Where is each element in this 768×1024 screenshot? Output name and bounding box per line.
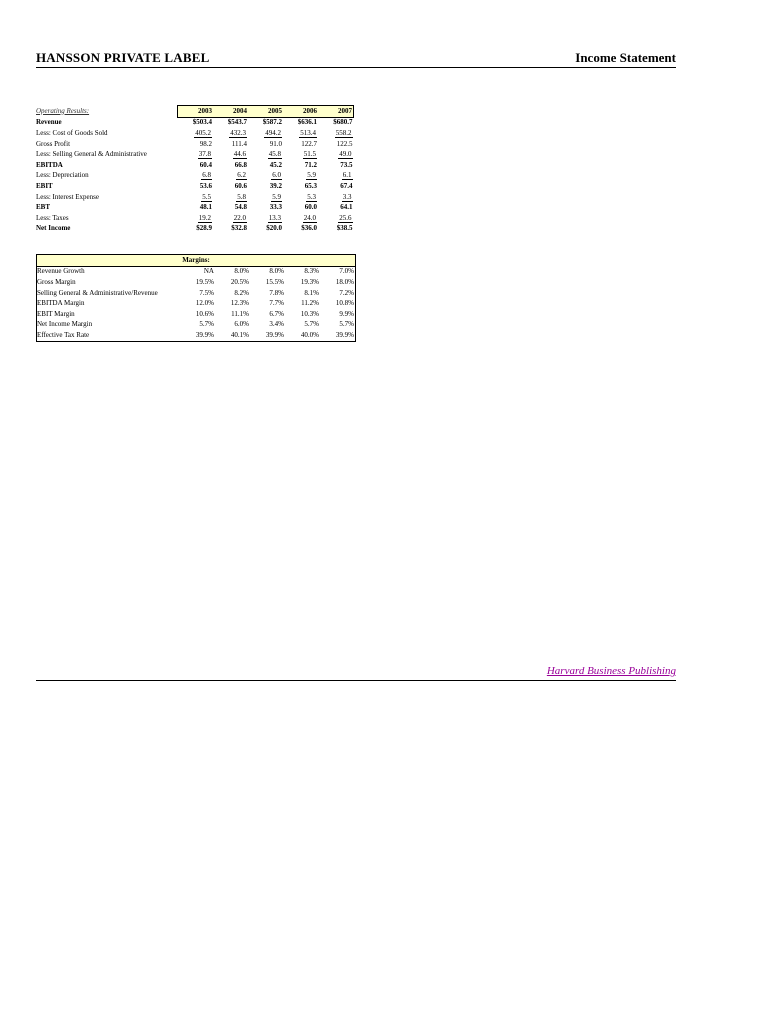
table-row xyxy=(36,171,354,182)
cell-value: 5.3 xyxy=(307,192,316,201)
row-label: EBT xyxy=(36,203,51,212)
cell-value: 111.4 xyxy=(231,139,247,148)
table-row xyxy=(36,213,354,224)
cell-value: 18.0% xyxy=(335,277,354,286)
row-label: Less: Interest Expense xyxy=(36,192,99,201)
row-label: EBITDA Margin xyxy=(37,299,85,308)
cell-value: 432.3 xyxy=(230,128,246,137)
cell-value: 24.0 xyxy=(303,213,316,222)
cell-value: 67.4 xyxy=(340,181,353,190)
cell-value: 11.2% xyxy=(301,299,319,308)
cell-value: 45.8 xyxy=(268,150,281,159)
row-label: Revenue xyxy=(36,118,62,127)
cell-value: 122.5 xyxy=(336,139,353,148)
cell-value: 51.5 xyxy=(303,150,316,159)
cell-value: $503.4 xyxy=(192,118,212,127)
cell-value: 494.2 xyxy=(265,128,281,137)
cell-value: 7.0% xyxy=(339,267,354,276)
cell-value: 10.8% xyxy=(335,299,354,308)
cell-value: 558.2 xyxy=(335,128,352,137)
cell-value: 91.0 xyxy=(269,139,282,148)
cell-value: $38.5 xyxy=(336,224,353,233)
cell-value: 39.9% xyxy=(335,330,354,339)
report-title: Income Statement xyxy=(575,50,676,65)
cell-value: 3.4% xyxy=(269,320,284,329)
publisher-link[interactable]: Harvard Business Publishing xyxy=(546,665,676,677)
row-label: EBITDA xyxy=(36,160,63,169)
cell-value: 5.9 xyxy=(272,192,281,201)
table-row xyxy=(36,181,354,192)
table-row xyxy=(37,309,356,320)
cell-value: 10.6% xyxy=(195,309,214,318)
cell-value: 122.7 xyxy=(301,139,317,148)
cell-value: 8.2% xyxy=(234,288,249,297)
cell-value: 6.2 xyxy=(237,171,246,180)
cell-value: 25.6 xyxy=(339,213,352,222)
cell-value: 6.0% xyxy=(234,320,249,329)
row-label: Gross Profit xyxy=(36,139,71,148)
cell-value: 6.7% xyxy=(269,309,284,318)
row-label: Less: Selling General & Administrative xyxy=(36,150,147,159)
cell-value: 513.4 xyxy=(300,128,316,137)
row-label: Less: Cost of Goods Sold xyxy=(36,128,108,137)
table-row xyxy=(37,266,356,277)
cell-value: 7.7% xyxy=(269,299,284,308)
table-row xyxy=(36,160,354,171)
company-name: HANSSON PRIVATE LABEL xyxy=(36,50,210,65)
cell-value: 40.1% xyxy=(230,330,249,339)
row-label: Effective Tax Rate xyxy=(37,330,90,339)
cell-value: 5.7% xyxy=(199,320,214,329)
cell-value: 13.3 xyxy=(268,213,281,222)
cell-value: 12.0% xyxy=(195,299,214,308)
cell-value: 48.1 xyxy=(199,203,212,212)
operating-results-label: Operating Results: xyxy=(36,106,90,115)
cell-value: 65.3 xyxy=(304,181,317,190)
cell-value: $28.9 xyxy=(196,224,212,233)
cell-value: $587.2 xyxy=(262,118,282,127)
cell-value: 7.8% xyxy=(269,288,284,297)
cell-value: 20.5% xyxy=(230,277,249,286)
cell-value: 60.0 xyxy=(304,203,317,212)
cell-value: 5.5 xyxy=(202,192,211,201)
row-label: Less: Depreciation xyxy=(36,171,89,180)
cell-value: $32.8 xyxy=(231,224,247,233)
cell-value: 44.6 xyxy=(233,150,246,159)
margins-title: Margins: xyxy=(37,255,356,267)
table-row xyxy=(36,149,354,160)
cell-value: $680.7 xyxy=(333,118,353,127)
cell-value: 8.0% xyxy=(269,267,284,276)
row-label: Gross Margin xyxy=(37,277,76,286)
page-header xyxy=(36,50,676,68)
table-row xyxy=(37,330,356,341)
year-header: 2007 xyxy=(318,106,354,118)
cell-value: 66.8 xyxy=(234,160,247,169)
row-label: EBIT Margin xyxy=(37,309,75,318)
cell-value: 49.0 xyxy=(339,150,352,159)
cell-value: 10.3% xyxy=(300,309,319,318)
table-row xyxy=(36,202,354,213)
cell-value: 5.9 xyxy=(307,171,316,180)
row-label: Net Income xyxy=(36,224,71,233)
cell-value: 53.6 xyxy=(199,181,212,190)
cell-value: 22.0 xyxy=(233,213,246,222)
table-row xyxy=(36,139,354,150)
cell-value: $20.0 xyxy=(266,224,282,233)
row-label: Revenue Growth xyxy=(37,267,85,276)
cell-value: 37.8 xyxy=(198,150,211,159)
operating-results-table xyxy=(36,105,354,234)
cell-value: $636.1 xyxy=(297,118,317,127)
cell-value: 19.3% xyxy=(300,277,319,286)
row-label: EBIT xyxy=(36,181,53,190)
cell-value: 6.0 xyxy=(272,171,281,180)
cell-value: 39.9% xyxy=(195,330,214,339)
cell-value: 33.3 xyxy=(269,203,282,212)
cell-value: 7.5% xyxy=(199,288,214,297)
page-footer xyxy=(36,664,676,681)
cell-value: 39.9% xyxy=(265,330,284,339)
margins-title-row xyxy=(37,255,356,267)
cell-value: 40.0% xyxy=(300,330,319,339)
year-header: 2004 xyxy=(213,106,248,118)
cell-value: 73.5 xyxy=(340,160,353,169)
year-header: 2005 xyxy=(248,106,283,118)
cell-value: 5.7% xyxy=(339,320,354,329)
table-row xyxy=(36,128,354,139)
cell-value: 60.4 xyxy=(199,160,212,169)
table-row xyxy=(36,192,354,203)
table-row xyxy=(36,224,354,235)
cell-value: 98.2 xyxy=(199,139,212,148)
margins-table xyxy=(36,254,356,342)
year-header-row xyxy=(36,106,354,118)
table-row xyxy=(37,288,356,299)
cell-value: 6.1 xyxy=(342,171,352,180)
row-label: Less: Taxes xyxy=(36,213,69,222)
row-label: Net Income Margin xyxy=(37,320,93,329)
cell-value: 19.5% xyxy=(195,277,214,286)
cell-value: 9.9% xyxy=(339,309,354,318)
cell-value: 15.5% xyxy=(265,277,284,286)
cell-value: 39.2 xyxy=(269,181,282,190)
cell-value: 405.2 xyxy=(195,128,211,137)
year-header: 2006 xyxy=(283,106,318,118)
table-row xyxy=(37,277,356,288)
table-row xyxy=(36,117,354,128)
cell-value: NA xyxy=(203,267,214,276)
cell-value: 7.2% xyxy=(339,288,354,297)
year-header: 2003 xyxy=(178,106,214,118)
cell-value: 60.6 xyxy=(234,181,247,190)
cell-value: 3.3 xyxy=(342,192,352,201)
cell-value: 19.2 xyxy=(198,213,211,222)
cell-value: 64.1 xyxy=(340,203,353,212)
row-label: Selling General & Administrative/Revenue xyxy=(37,288,158,297)
cell-value: 8.0% xyxy=(234,267,249,276)
cell-value: 12.3% xyxy=(230,299,249,308)
cell-value: 45.2 xyxy=(269,160,282,169)
table-row xyxy=(37,298,356,309)
cell-value: 5.7% xyxy=(304,320,319,329)
cell-value: 11.1% xyxy=(231,309,249,318)
cell-value: 71.2 xyxy=(304,160,317,169)
cell-value: 8.3% xyxy=(304,267,319,276)
cell-value: 5.8 xyxy=(237,192,246,201)
cell-value: 54.8 xyxy=(234,203,247,212)
cell-value: $543.7 xyxy=(227,118,247,127)
cell-value: $36.0 xyxy=(301,224,317,233)
cell-value: 6.8 xyxy=(202,171,211,180)
table-row xyxy=(37,320,356,331)
cell-value: 8.1% xyxy=(304,288,319,297)
